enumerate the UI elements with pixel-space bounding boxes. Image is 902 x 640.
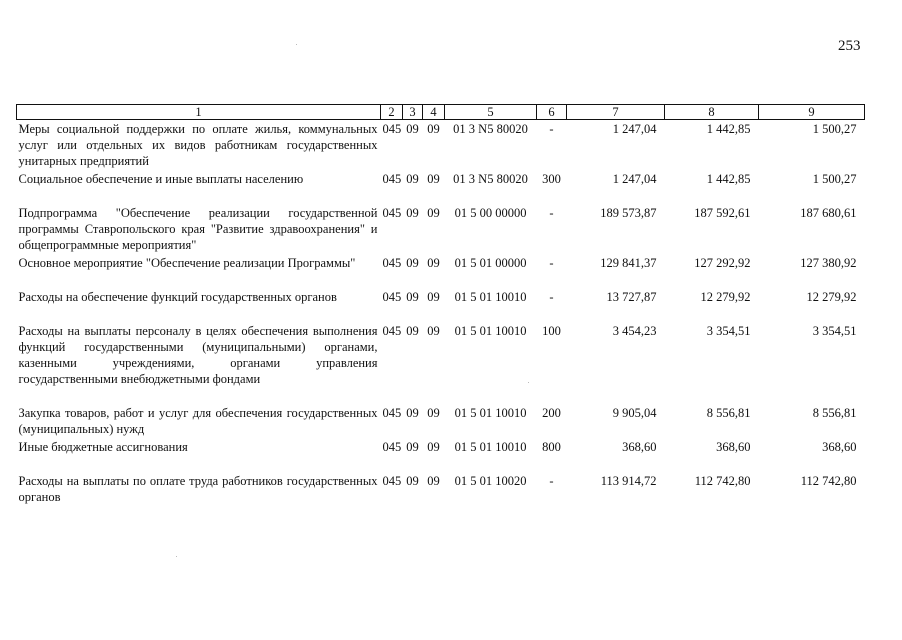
cell-ministry: 045 xyxy=(382,474,402,488)
cell-expense-type: - xyxy=(549,206,554,220)
cell-subsection: 09 xyxy=(427,206,440,220)
cell-section: 09 xyxy=(406,440,419,454)
column-header: 5 xyxy=(445,105,537,120)
column-header: 1 xyxy=(17,105,381,120)
spacer-row xyxy=(17,272,865,288)
cell-amount-3: 1 500,27 xyxy=(812,172,857,186)
cell-amount-2: 127 292,92 xyxy=(694,256,751,270)
cell-amount-3: 3 354,51 xyxy=(812,324,857,338)
spacer-row xyxy=(17,188,865,204)
cell-amount-1: 113 914,72 xyxy=(600,474,657,488)
table-row xyxy=(17,288,865,306)
cell-ministry: 045 xyxy=(382,256,402,270)
cell-section: 09 xyxy=(406,206,419,220)
cell-expense-type: - xyxy=(549,290,554,304)
cell-amount-2: 8 556,81 xyxy=(706,406,751,420)
cell-expense-type: 200 xyxy=(542,406,561,420)
cell-section: 09 xyxy=(406,256,419,270)
cell-target-code: 01 3 N5 80020 xyxy=(453,122,528,136)
cell-expense-type: - xyxy=(549,256,554,270)
cell-expense-type: - xyxy=(549,122,554,136)
cell-section: 09 xyxy=(406,290,419,304)
cell-section: 09 xyxy=(406,406,419,420)
cell-amount-2: 1 442,85 xyxy=(706,172,751,186)
spacer-row xyxy=(17,456,865,472)
cell-subsection: 09 xyxy=(427,440,440,454)
row-name: Расходы на обеспечение функций государственных органов xyxy=(18,290,337,304)
cell-expense-type: 800 xyxy=(542,440,561,454)
cell-subsection: 09 xyxy=(427,474,440,488)
column-header: 2 xyxy=(381,105,403,120)
spacer-row xyxy=(17,306,865,322)
cell-target-code: 01 3 N5 80020 xyxy=(453,172,528,186)
spacer-cell xyxy=(17,388,865,404)
cell-ministry: 045 xyxy=(382,206,402,220)
cell-target-code: 01 5 01 00000 xyxy=(454,256,527,270)
scan-speck xyxy=(296,44,297,45)
cell-subsection: 09 xyxy=(427,256,440,270)
row-name: Иные бюджетные ассигнования xyxy=(18,440,188,454)
scan-speck xyxy=(528,382,529,383)
table-row xyxy=(17,472,865,506)
column-header: 4 xyxy=(423,105,445,120)
table-row xyxy=(17,254,865,272)
cell-subsection: 09 xyxy=(427,324,440,338)
cell-section: 09 xyxy=(406,172,419,186)
cell-ministry: 045 xyxy=(382,440,402,454)
cell-section: 09 xyxy=(406,324,419,338)
table-row xyxy=(17,204,865,254)
row-name: Меры социальной поддержки по оплате жилья, коммунальных услуг или отдельных их видов работникам государственных унитарных предприятий xyxy=(18,122,378,168)
spacer-cell xyxy=(17,188,865,204)
spacer-cell xyxy=(17,272,865,288)
cell-amount-2: 12 279,92 xyxy=(700,290,751,304)
row-name: Закупка товаров, работ и услуг для обеспечения государственных (муниципальных) нужд xyxy=(18,406,378,436)
cell-amount-1: 3 454,23 xyxy=(612,324,657,338)
spacer-cell xyxy=(17,306,865,322)
cell-amount-3: 12 279,92 xyxy=(806,290,857,304)
cell-amount-1: 1 247,04 xyxy=(612,122,657,136)
cell-amount-3: 127 380,92 xyxy=(800,256,857,270)
cell-amount-1: 9 905,04 xyxy=(612,406,657,420)
cell-expense-type: 100 xyxy=(542,324,561,338)
cell-target-code: 01 5 00 00000 xyxy=(454,206,527,220)
cell-target-code: 01 5 01 10010 xyxy=(454,440,527,454)
table-row xyxy=(17,404,865,438)
cell-amount-1: 129 841,37 xyxy=(600,256,657,270)
cell-target-code: 01 5 01 10020 xyxy=(454,474,527,488)
cell-amount-1: 13 727,87 xyxy=(606,290,657,304)
table-row xyxy=(17,322,865,388)
cell-section: 09 xyxy=(406,474,419,488)
table-row xyxy=(17,438,865,456)
row-name: Подпрограмма "Обеспечение реализации государственной программы Ставропольского края "Развитие здравоохранения" и общепрограммные мероприятия" xyxy=(18,206,378,252)
row-name: Социальное обеспечение и иные выплаты населению xyxy=(18,172,304,186)
cell-ministry: 045 xyxy=(382,406,402,420)
column-header: 6 xyxy=(537,105,567,120)
cell-amount-1: 189 573,87 xyxy=(600,206,657,220)
cell-ministry: 045 xyxy=(382,172,402,186)
row-name: Основное мероприятие "Обеспечение реализации Программы" xyxy=(18,256,356,270)
scan-speck xyxy=(176,556,177,557)
cell-target-code: 01 5 01 10010 xyxy=(454,324,527,338)
header-row xyxy=(17,105,865,120)
cell-amount-3: 8 556,81 xyxy=(812,406,857,420)
cell-subsection: 09 xyxy=(427,172,440,186)
cell-amount-2: 368,60 xyxy=(716,440,751,454)
cell-target-code: 01 5 01 10010 xyxy=(454,290,527,304)
column-header: 8 xyxy=(665,105,759,120)
table-row xyxy=(17,170,865,188)
page-number: 253 xyxy=(838,38,861,54)
cell-amount-2: 187 592,61 xyxy=(694,206,751,220)
budget-table xyxy=(16,104,865,506)
cell-subsection: 09 xyxy=(427,290,440,304)
column-header: 7 xyxy=(567,105,665,120)
cell-amount-2: 3 354,51 xyxy=(706,324,751,338)
cell-amount-3: 368,60 xyxy=(822,440,857,454)
cell-ministry: 045 xyxy=(382,324,402,338)
cell-amount-2: 1 442,85 xyxy=(706,122,751,136)
cell-amount-3: 187 680,61 xyxy=(800,206,857,220)
row-name: Расходы на выплаты по оплате труда работников государственных органов xyxy=(18,474,378,504)
table-row xyxy=(17,120,865,171)
cell-amount-3: 112 742,80 xyxy=(800,474,857,488)
column-header: 9 xyxy=(759,105,865,120)
cell-section: 09 xyxy=(406,122,419,136)
cell-amount-2: 112 742,80 xyxy=(694,474,751,488)
cell-subsection: 09 xyxy=(427,122,440,136)
cell-amount-3: 1 500,27 xyxy=(812,122,857,136)
column-header: 3 xyxy=(403,105,423,120)
cell-amount-1: 1 247,04 xyxy=(612,172,657,186)
spacer-row xyxy=(17,388,865,404)
cell-expense-type: 300 xyxy=(542,172,561,186)
spacer-cell xyxy=(17,456,865,472)
cell-subsection: 09 xyxy=(427,406,440,420)
cell-ministry: 045 xyxy=(382,290,402,304)
cell-amount-1: 368,60 xyxy=(622,440,657,454)
row-name: Расходы на выплаты персоналу в целях обеспечения выполнения функций государственными (муниципальными) органами, казенными учреждениями, органами управления государственными внебюджетными фондами xyxy=(18,324,378,386)
cell-expense-type: - xyxy=(549,474,554,488)
cell-ministry: 045 xyxy=(382,122,402,136)
cell-target-code: 01 5 01 10010 xyxy=(454,406,527,420)
